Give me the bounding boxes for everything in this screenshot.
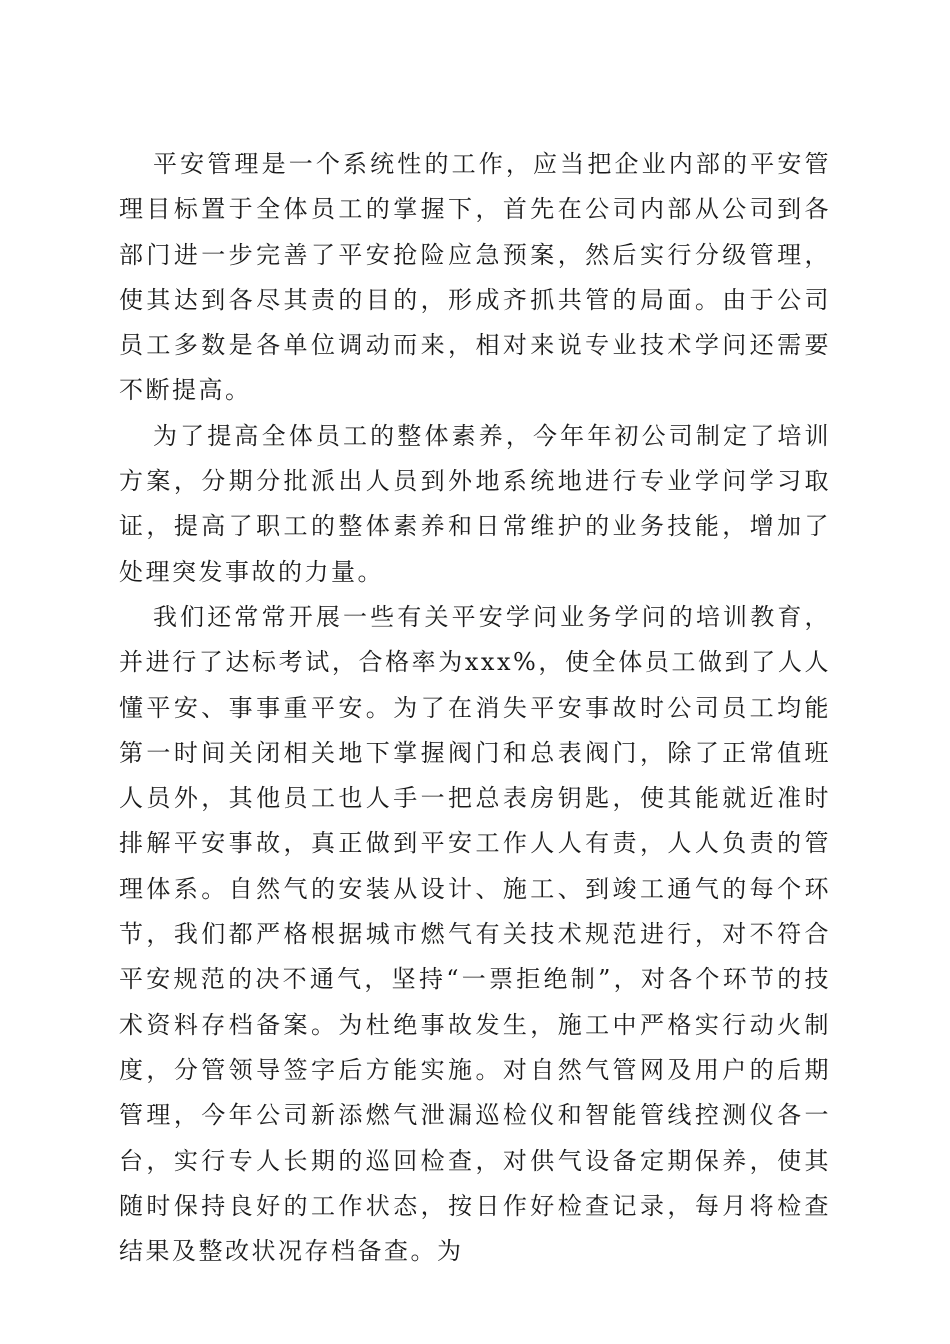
document-body	[119, 142, 831, 1274]
paragraph-safety-management: 平安管理是一个系统性的工作，应当把企业内部的平安管理目标置于全体员工的掌握下，首先在公司内部从公司到各部门进一步完善了平安抢险应急预案，然后实行分级管理，使其达到各尽其责的目的，形成齐抓共管的局面。由于公司员工多数是各单位调动而来，相对来说专业技术学问还需要不断提高。	[119, 150, 831, 405]
paragraph-staff-training: 为了提高全体员工的整体素养，今年年初公司制定了培训方案，分期分批派出人员到外地系统地进行专业学问学习取证，提高了职工的整体素养和日常维护的业务技能，增加了处理突发事故的力量。	[119, 421, 831, 586]
paragraph-safety-education: 我们还常常开展一些有关平安学问业务学问的培训教育，并进行了达标考试，合格率为xxx%，使全体员工做到了人人懂平安、事事重平安。为了在消失平安事故时公司员工均能第一时间关闭相关地下掌握阀门和总表阀门，除了正常值班人员外，其他员工也人手一把总表房钥匙，使其能就近准时排解平安事故，真正做到平安工作人人有责，人人负责的管理体系。自然气的安装从设计、施工、到竣工通气的每个环节，我们都严格根据城市燃气有关技术规范进行，对不符合平安规范的决不通气，坚持“一票拒绝制”，对各个环节的技术资料存档备案。为杜绝事故发生，施工中严格实行动火制度，分管领导签字后方能实施。对自然气管网及用户的后期管理，今年公司新添燃气泄漏巡检仪和智能管线控测仪各一台，实行专人长期的巡回检查，对供气设备定期保养，使其随时保持良好的工作状态，按日作好检查记录，每月将检查结果及整改状况存档备查。为	[119, 602, 831, 1266]
